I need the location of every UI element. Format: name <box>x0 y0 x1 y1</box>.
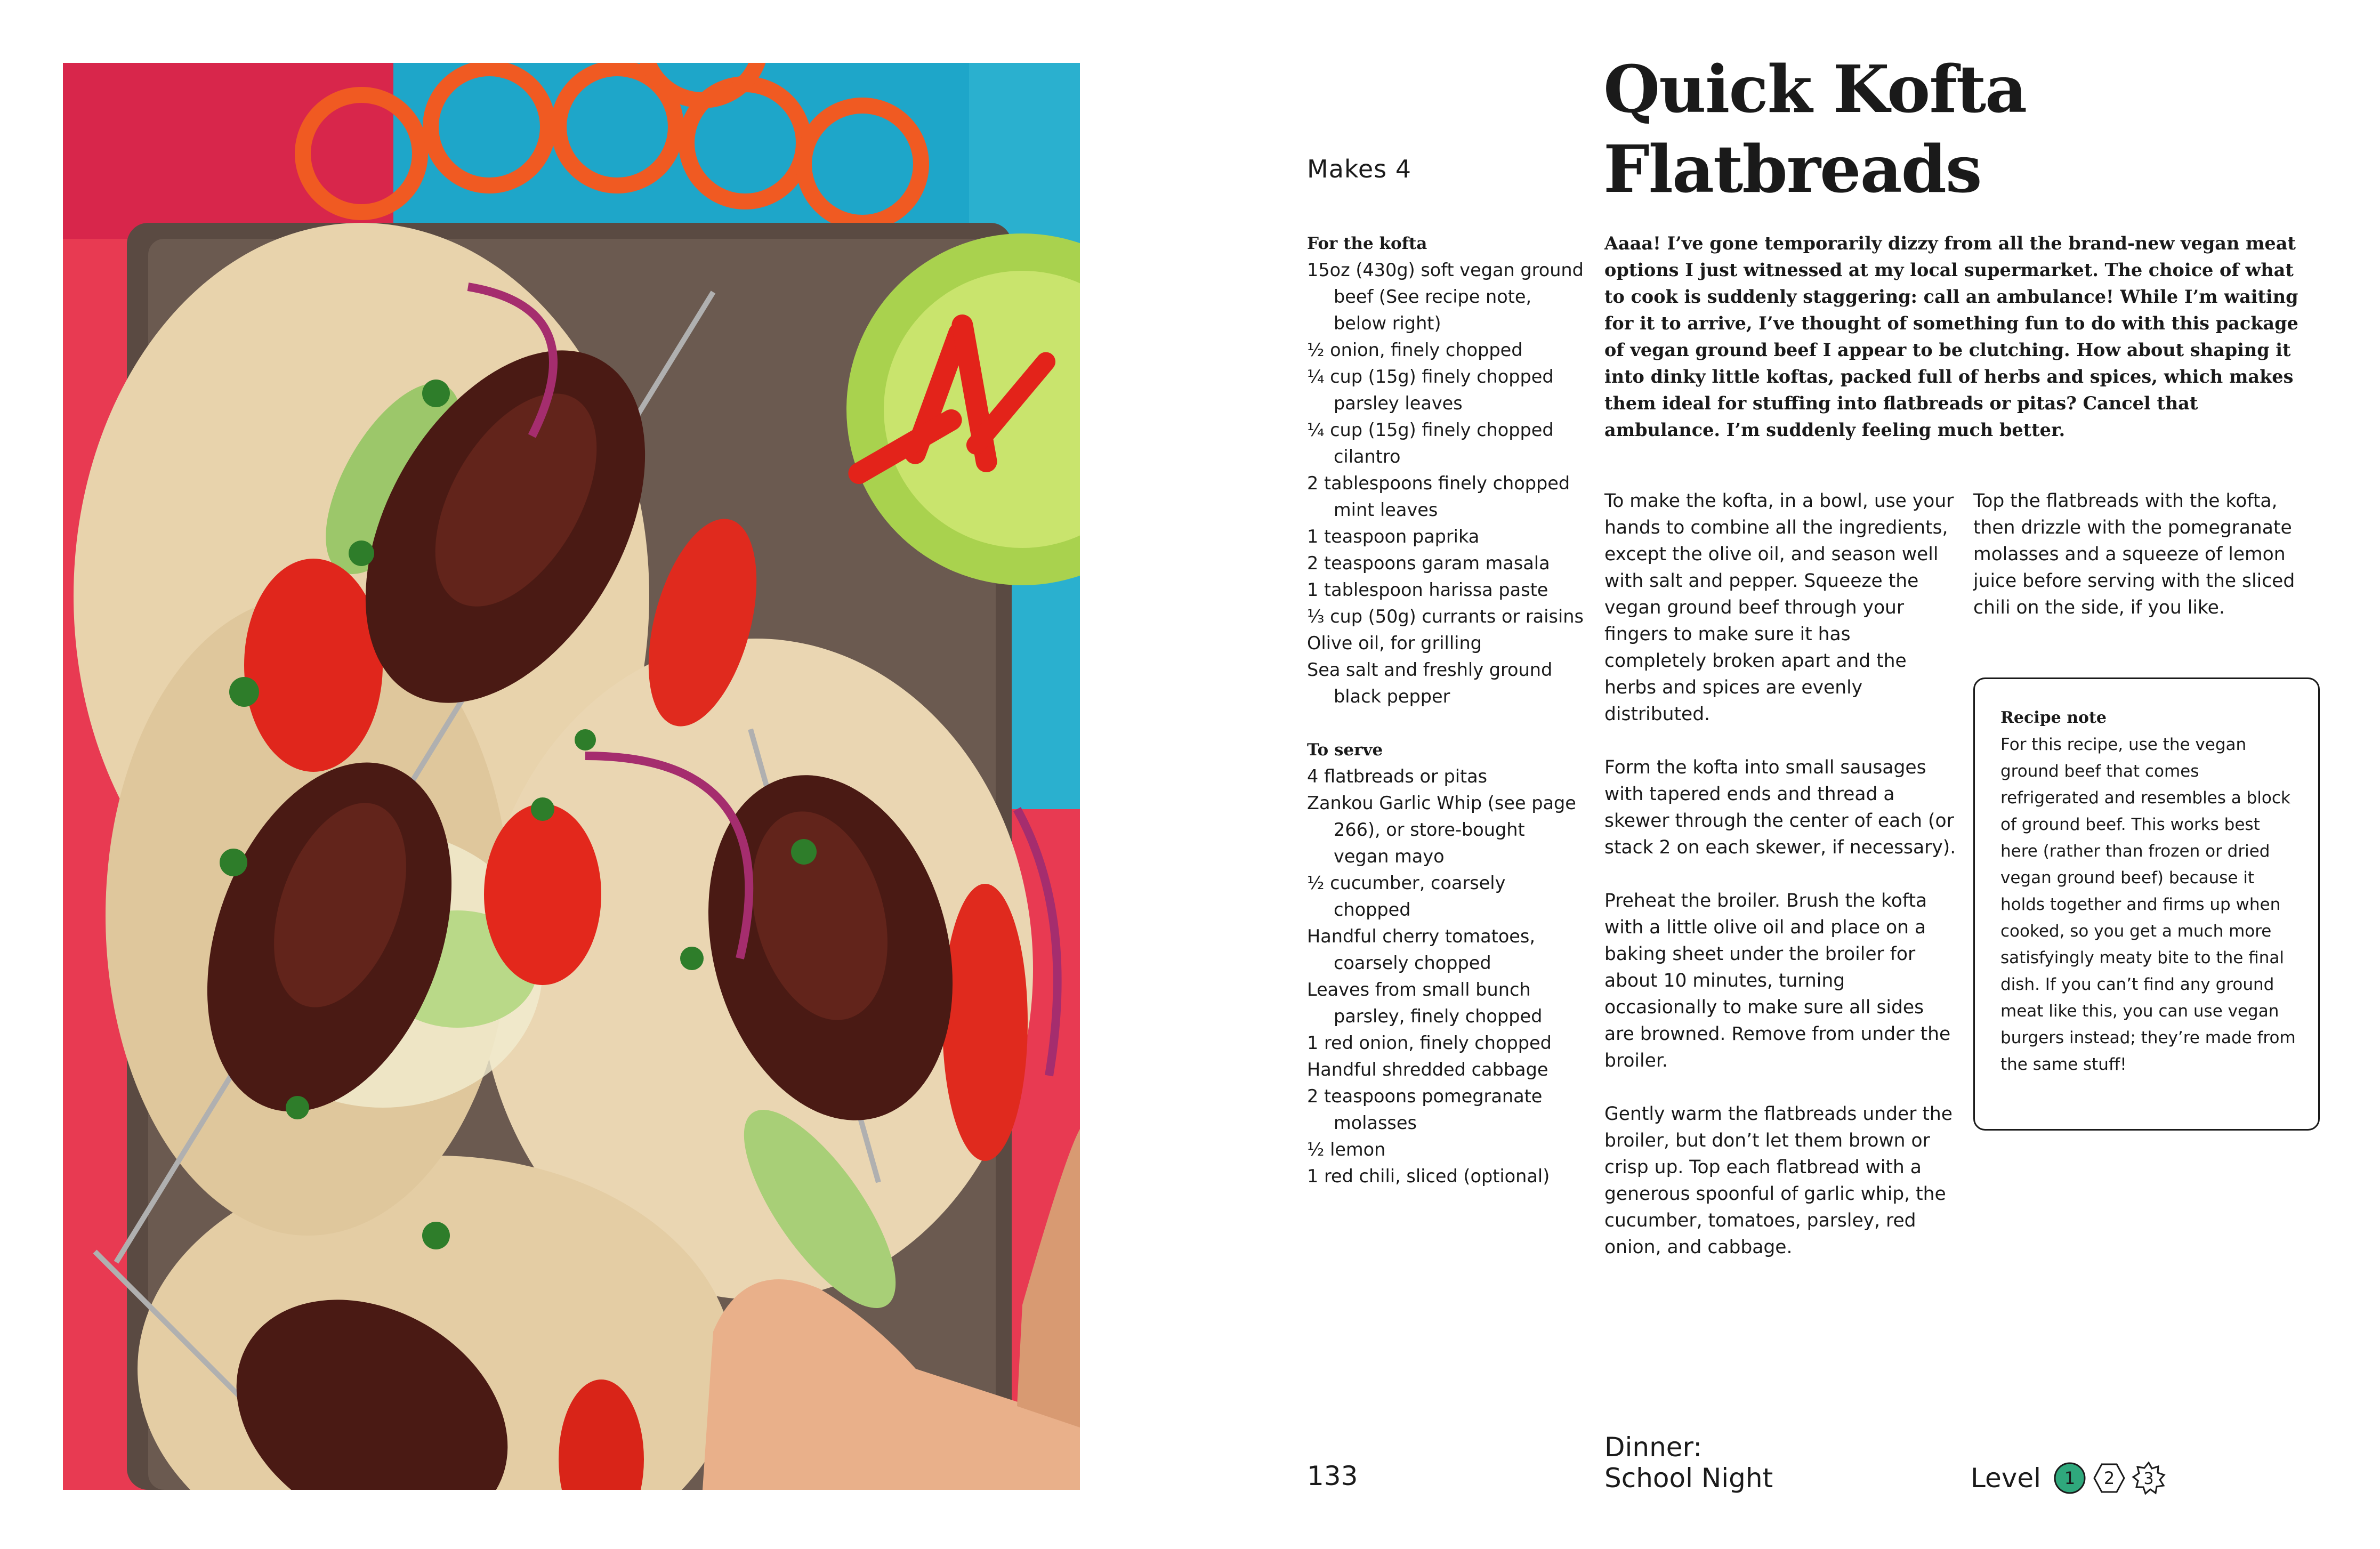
ingredient-item: 2 teaspoons garam masala <box>1307 553 1550 574</box>
ingredient-item: 4 flatbreads or pitas <box>1307 766 1488 787</box>
kofta-heading: For the kofta <box>1307 234 1427 253</box>
ingredient-item: 15oz (430g) soft vegan ground beef (See recipe note, below right) <box>1307 260 1584 334</box>
level-3-number: 3 <box>2143 1470 2154 1488</box>
ingredient-item: Sea salt and freshly ground black pepper <box>1307 659 1553 707</box>
method-step: Preheat the broiler. Brush the kofta with a little olive oil and place on a baking sheet under the broiler for about 10 minutes, turning occasionally to make sure all sides are browned. Remove from under the broiler. <box>1604 890 1951 1071</box>
section-spacer <box>1307 710 1584 737</box>
recipe-note-heading: Recipe note <box>2000 708 2107 727</box>
level-label: Level <box>1971 1463 2041 1494</box>
food-photo <box>63 63 1080 1490</box>
recipe-note-box <box>1973 677 2320 1131</box>
level-2-hexagon-icon <box>2092 1461 2126 1495</box>
method-step: To make the kofta, in a bowl, use your hands to combine all the ingredients, except the olive oil, and season well with salt and pepper. Squeeze the vegan ground beef through your fingers to make sure it has completely broken apart and the herbs and spices are evenly distributed. <box>1604 490 1954 725</box>
ingredient-item: Handful cherry tomatoes, coarsely chopped <box>1307 926 1536 973</box>
ingredients-list <box>1307 230 1584 1190</box>
ingredient-item: ½ lemon <box>1307 1139 1386 1160</box>
ingredient-item: ¼ cup (15g) finely chopped parsley leaves <box>1307 366 1554 414</box>
level-3-star-icon <box>2132 1461 2166 1495</box>
ingredient-item: 1 red onion, finely chopped <box>1307 1032 1552 1053</box>
ingredient-item: Handful shredded cabbage <box>1307 1059 1548 1080</box>
level-1-circle-icon <box>2053 1461 2087 1495</box>
ingredient-item: ½ cucumber, coarsely chopped <box>1307 873 1506 920</box>
method-step: Gently warm the flatbreads under the broiler, but don’t let them brown or crisp up. Top each flatbread with a generous spoonful of garlic whip, the cucumber, tomatoes, parsley, red onion, and cabbage. <box>1604 1103 1953 1258</box>
method-step: Form the kofta into small sausages with tapered ends and thread a skewer through the center of each (or stack 2 on each skewer, if necessary). <box>1604 757 1956 858</box>
ingredient-item: ½ onion, finely chopped <box>1307 340 1523 360</box>
ingredient-item: ¼ cup (15g) finely chopped cilantro <box>1307 419 1554 467</box>
section-label <box>1604 1432 1773 1494</box>
ingredient-item: 2 teaspoons pomegranate molasses <box>1307 1086 1543 1133</box>
ingredient-item: Leaves from small bunch parsley, finely chopped <box>1307 979 1543 1027</box>
page-number: 133 <box>1307 1461 1358 1491</box>
section-line-1: Dinner: <box>1604 1432 1703 1463</box>
makes-yield: Makes 4 <box>1307 155 1412 183</box>
difficulty-level <box>1971 1459 2166 1497</box>
serve-heading: To serve <box>1307 740 1383 760</box>
ingredient-item: Olive oil, for grilling <box>1307 633 1482 654</box>
level-2-number: 2 <box>2103 1468 2115 1488</box>
method-column-1 <box>1604 488 1956 1287</box>
ingredient-item: 2 tablespoons finely chopped mint leaves <box>1307 473 1570 520</box>
level-1-number: 1 <box>2064 1468 2076 1488</box>
recipe-intro: Aaaa! I’ve gone temporarily dizzy from all the brand-new vegan meat options I just witnessed at my local supermarket. The choice of what to cook is suddenly staggering: call an ambulance! While I’m waiting for it to arrive, I’ve thought of something fun to do with this package of vegan ground beef I appear to be clutching. How about shaping it into dinky little koftas, packed full of herbs and spices, which makes them ideal for stuffing into flatbreads or pitas? Cancel that ambulance. I’m suddenly feeling much better. <box>1604 233 2298 440</box>
recipe-title <box>1603 49 2296 209</box>
method-step: Top the flatbreads with the kofta, then drizzle with the pomegranate molasses and a squeeze of lemon juice before serving with the sliced chili on the side, if you like. <box>1973 490 2295 618</box>
recipe-note-text: For this recipe, use the vegan ground beef that comes refrigerated and resembles a block of ground beef. This works best here (rather than frozen or dried vegan ground beef) because it holds together and firms up when cooked, so you get a much more satisfyingly meaty bite to the final dish. If you can’t find any ground meat like this, you can use vegan burgers instead; they’re made from the same stuff! <box>2000 735 2296 1074</box>
ingredient-item: 1 red chili, sliced (optional) <box>1307 1166 1550 1187</box>
ingredient-item: 1 teaspoon paprika <box>1307 526 1480 547</box>
ingredient-item: Zankou Garlic Whip (see page 266), or store-bought vegan mayo <box>1307 793 1576 867</box>
section-line-2: School Night <box>1604 1463 1773 1494</box>
ingredient-item: 1 tablespoon harissa paste <box>1307 579 1548 600</box>
title-line-1: Quick Kofta <box>1603 51 2027 127</box>
ingredient-item: ⅓ cup (50g) currants or raisins <box>1307 606 1584 627</box>
method-column-2 <box>1973 488 2309 648</box>
title-line-2: Flatbreads <box>1603 131 1981 207</box>
